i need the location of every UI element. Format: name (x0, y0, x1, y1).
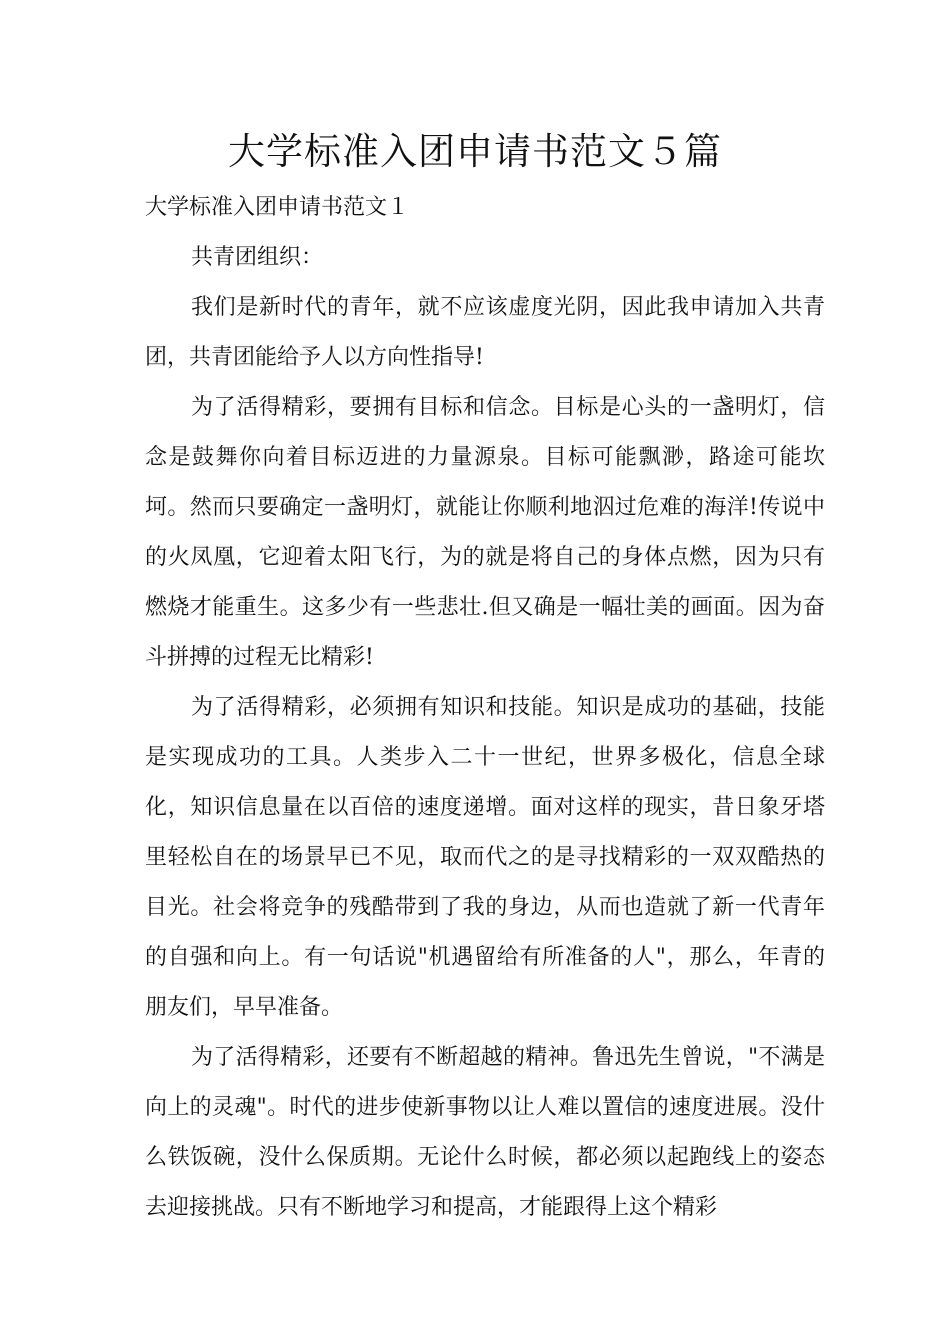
body-paragraph: 为了活得精彩，必须拥有知识和技能。知识是成功的基础，技能是实现成功的工具。人类步入二十一世纪，世界多极化，信息全球化，知识信息量在以百倍的速度递增。面对这样的现实，昔日象牙塔里轻松自在的场景早已不见，取而代之的是寻找精彩的一双双酷热的目光。社会将竞争的残酷带到了我的身边，从而也造就了新一代青年的自强和向上。有一句话说"机遇留给有所准备的人"，那么，年青的朋友们，早早准备。 (145, 695, 825, 1020)
body-paragraph: 为了活得精彩，还要有不断超越的精神。鲁迅先生曾说，"不满是向上的灵魂"。时代的进步使新事物以让人难以置信的速度进展。没什么铁饭碗，没什么保质期。无论什么时候，都必须以起跑线上的姿态去迎接挑战。只有不断地学习和提高，才能跟得上这个精彩 (145, 1045, 825, 1220)
section-heading: 大学标准入团申请书范文１ (145, 195, 410, 220)
body-paragraph: 我们是新时代的青年，就不应该虚度光阴，因此我申请加入共青团，共青团能给予人以方向性指导! (145, 295, 825, 370)
document-body (145, 183, 825, 1233)
salutation: 共青团组织： (191, 245, 324, 270)
document-title: 大学标准入团申请书范文５篇 (228, 130, 722, 173)
body-paragraph: 为了活得精彩，要拥有目标和信念。目标是心头的一盏明灯，信念是鼓舞你向着目标迈进的力量源泉。目标可能飘渺，路途可能坎坷。然而只要确定一盏明灯，就能让你顺利地泅过危难的海洋!传说中的火凤凰，它迎着太阳飞行，为的就是将自己的身体点燃，因为只有燃烧才能重生。这多少有一些悲壮.但又确是一幅壮美的画面。因为奋斗拼搏的过程无比精彩! (145, 395, 825, 670)
